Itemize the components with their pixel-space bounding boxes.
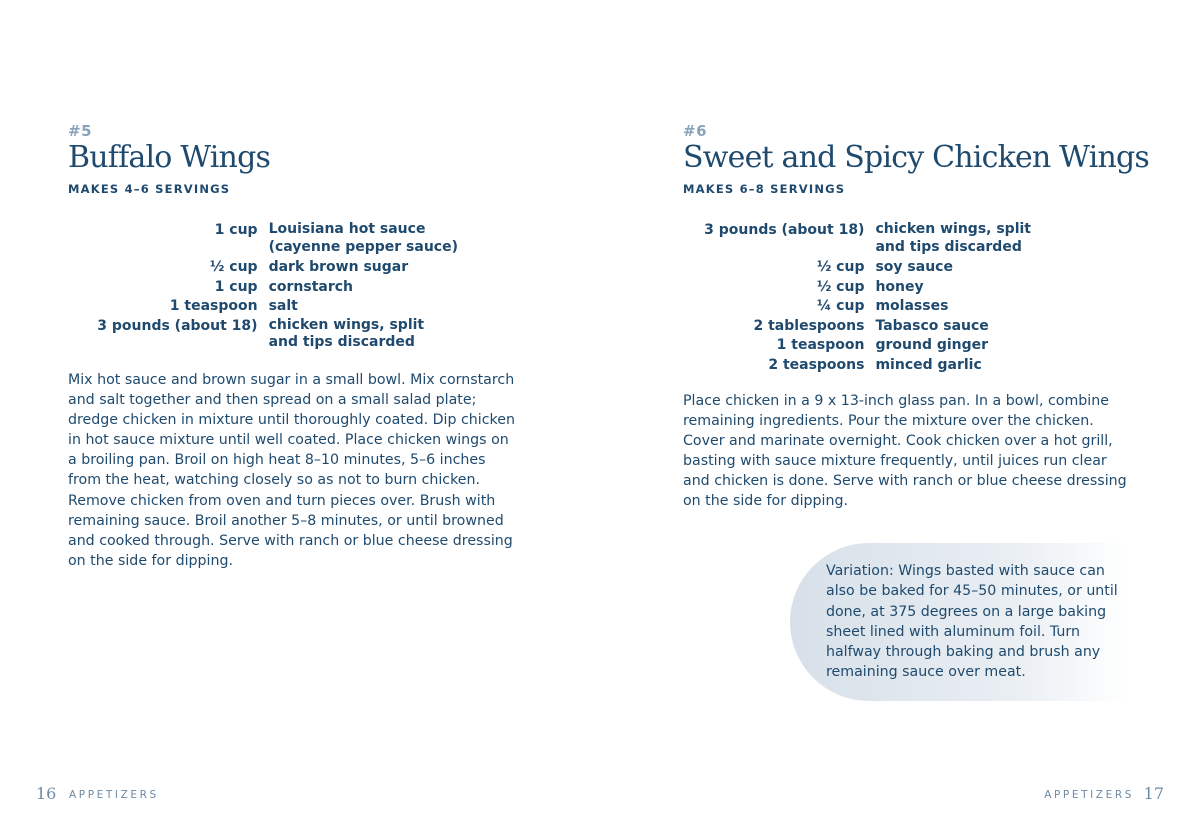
method-text: Place chicken in a 9 x 13-inch glass pan. In a bowl, combine remaining ingredients. Pour the mixture over the chicken. Cover and marinate overnight. Cook chicken over a hot grill, basting with sauce mixture frequently, until juices run clear and chicken is done. Serve with ranch or blue cheese dressing on the side for dipping. <box>683 393 1127 510</box>
ingredient-quantity: 3 pounds (about 18) <box>97 317 258 334</box>
ingredient-name: honey <box>875 278 924 295</box>
ingredient-row <box>97 221 458 258</box>
right-page <box>600 0 1200 829</box>
ingredient-name: chicken wings, split and tips discarded <box>268 316 425 351</box>
ingredient-row <box>97 317 458 354</box>
ingredient-name: molasses <box>875 298 949 315</box>
ingredient-row <box>97 278 458 298</box>
ingredient-row <box>704 336 1031 356</box>
ingredient-quantity: ½ cup <box>209 259 258 275</box>
running-head: APPETIZERS <box>1044 789 1134 801</box>
ingredient-name: Louisiana hot sauce (cayenne pepper sauce) <box>268 221 458 255</box>
ingredient-row <box>97 258 458 278</box>
ingredient-quantity: 2 tablespoons <box>753 317 865 334</box>
servings-label: MAKES 6–8 SERVINGS <box>683 182 846 196</box>
ingredient-list <box>704 221 1031 376</box>
ingredient-name: minced garlic <box>875 356 982 373</box>
ingredient-row <box>704 297 1031 317</box>
ingredient-name: Tabasco sauce <box>875 317 989 334</box>
ingredient-list <box>97 221 458 354</box>
recipe-title: Buffalo Wings <box>68 140 271 175</box>
running-head: APPETIZERS <box>69 789 159 801</box>
ingredient-name: chicken wings, split and tips discarded <box>875 221 1031 255</box>
ingredient-row <box>704 221 1031 258</box>
ingredient-quantity: 1 teaspoon <box>169 298 258 315</box>
recipe-number: #6 <box>683 122 708 140</box>
ingredient-quantity: 2 teaspoons <box>768 356 865 373</box>
ingredient-quantity: 1 cup <box>214 222 258 238</box>
ingredient-quantity: 1 teaspoon <box>776 337 865 354</box>
ingredient-row <box>704 278 1031 298</box>
ingredient-row <box>704 258 1031 278</box>
ingredient-row <box>97 297 458 317</box>
variation-callout <box>790 543 1128 701</box>
ingredient-row <box>704 356 1031 376</box>
page-number: 16 <box>36 784 57 803</box>
method-text: Mix hot sauce and brown sugar in a small bowl. Mix cornstarch and salt together and then spread on a small salad plate; dredge chicken in mixture until thoroughly coated. Dip chicken in hot sauce mixture until well coated. Place chicken wings on a broiling pan. Broil on high heat 8–10 minutes, 5–6 inches from the heat, watching closely so as not to burn chicken. Remove chicken from oven and turn pieces over. Brush with remaining sauce. Broil another 5–8 minutes, or until browned and cooked through. Serve with ranch or blue cheese dressing on the side for dipping. <box>68 372 515 569</box>
page-number: 17 <box>1143 784 1164 803</box>
recipe-title: Sweet and Spicy Chicken Wings <box>683 140 1149 175</box>
ingredient-name: salt <box>268 298 298 315</box>
ingredient-name: dark brown sugar <box>268 259 409 275</box>
ingredient-quantity: 1 cup <box>214 278 258 295</box>
ingredient-quantity: ½ cup <box>816 259 865 275</box>
ingredient-quantity: ½ cup <box>816 278 865 295</box>
ingredient-name: soy sauce <box>875 259 953 275</box>
variation-text: Variation: Wings basted with sauce can also be baked for 45–50 minutes, or until done, at 375 degrees on a large baking sheet lined with aluminum foil. Turn halfway through baking and brush any remaining sauce over meat. <box>826 563 1118 681</box>
servings-label: MAKES 4–6 SERVINGS <box>68 182 231 196</box>
recipe-number: #5 <box>68 122 93 140</box>
ingredient-row <box>704 317 1031 337</box>
ingredient-quantity: 3 pounds (about 18) <box>704 222 865 238</box>
ingredient-name: cornstarch <box>268 278 354 295</box>
ingredient-name: ground ginger <box>875 337 989 354</box>
ingredient-quantity: ¼ cup <box>816 298 865 315</box>
